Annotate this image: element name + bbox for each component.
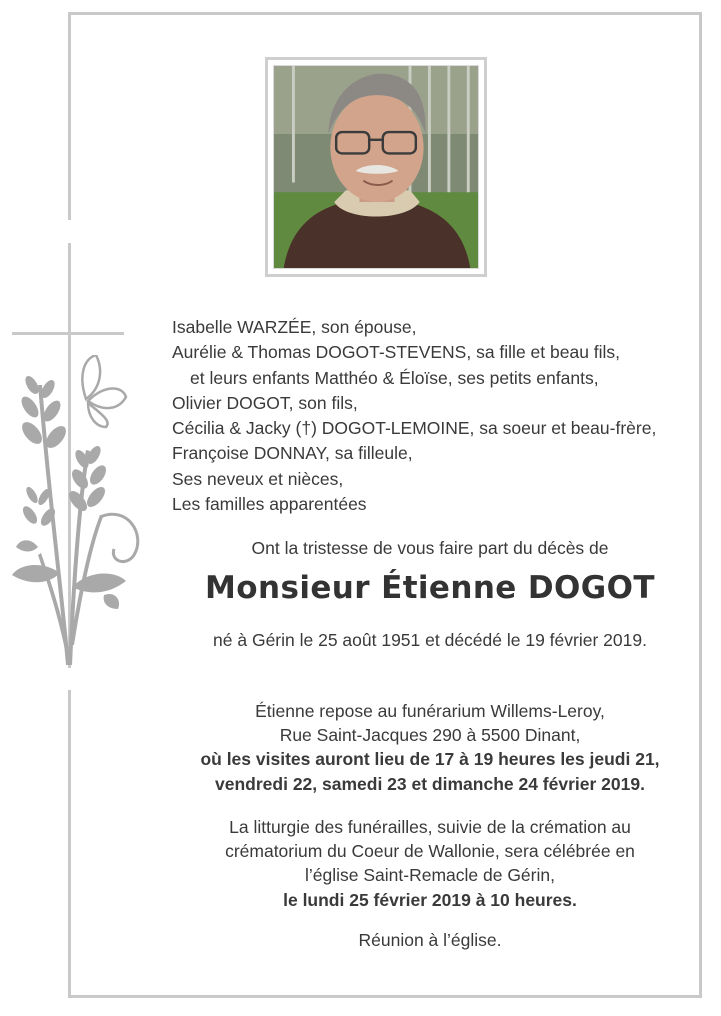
- family-line: Ses neveux et nièces,: [172, 468, 344, 489]
- ceremony-info: [150, 815, 710, 912]
- deceased-name: Monsieur Étienne DOGOT: [205, 570, 655, 606]
- family-line: Olivier DOGOT, son fils,: [172, 392, 358, 413]
- butterfly-icon: [82, 355, 126, 427]
- family-list: [172, 315, 702, 517]
- leaf: [66, 488, 91, 514]
- cross-horizontal-bar: [12, 332, 124, 335]
- ceremony-line: crématorium du Coeur de Wallonie, sera célébrée en: [225, 841, 635, 862]
- ceremony-date: le lundi 25 février 2019 à 10 heures.: [283, 889, 577, 910]
- leaf: [84, 484, 109, 510]
- portrait-image: [274, 66, 478, 268]
- leaf: [18, 394, 42, 421]
- leaf: [12, 565, 60, 582]
- reunion-note: Réunion à l’église.: [358, 930, 502, 950]
- leaf: [24, 485, 40, 505]
- leaf: [16, 540, 38, 551]
- visit-days: vendredi 22, samedi 23 et dimanche 24 février 2019.: [215, 773, 645, 794]
- leaf: [69, 467, 91, 492]
- family-line: Les familles apparentées: [172, 494, 367, 515]
- tendril: [100, 514, 138, 561]
- family-line: et leurs enfants Matthéo & Éloïse, ses petits enfants,: [190, 367, 599, 388]
- leaf: [87, 463, 109, 488]
- portrait-photo: [273, 65, 479, 269]
- leaf: [104, 594, 119, 609]
- birth-death-dates: né à Gérin le 25 août 1951 et décédé le 19 février 2019.: [213, 630, 647, 650]
- visit-line: Rue Saint-Jacques 290 à 5500 Dinant,: [279, 725, 581, 746]
- visitation-info: [150, 699, 710, 796]
- announcement-intro: Ont la tristesse de vous faire part du décès de: [251, 538, 609, 558]
- visit-line: Étienne repose au funérarium Willems-Leroy,: [255, 701, 605, 721]
- family-line: Isabelle WARZÉE, son épouse,: [172, 317, 417, 337]
- family-line: Aurélie & Thomas DOGOT-STEVENS, sa fille et beau fils,: [172, 342, 621, 363]
- portrait-frame: [265, 57, 487, 277]
- leaf: [20, 504, 40, 526]
- family-line: Françoise DONNAY, sa filleule,: [172, 443, 413, 464]
- ceremony-line: l’église Saint-Remacle de Gérin,: [305, 865, 555, 886]
- visit-hours: où les visites auront lieu de 17 à 19 heures les jeudi 21,: [200, 749, 660, 770]
- family-line: Cécilia & Jacky (†) DOGOT-LEMOINE, sa soeur et beau-frère,: [172, 418, 657, 439]
- leaf: [72, 573, 126, 592]
- ceremony-line: La litturgie des funérailles, suivie de la crémation au: [229, 817, 631, 837]
- floral-ornament: [8, 355, 148, 675]
